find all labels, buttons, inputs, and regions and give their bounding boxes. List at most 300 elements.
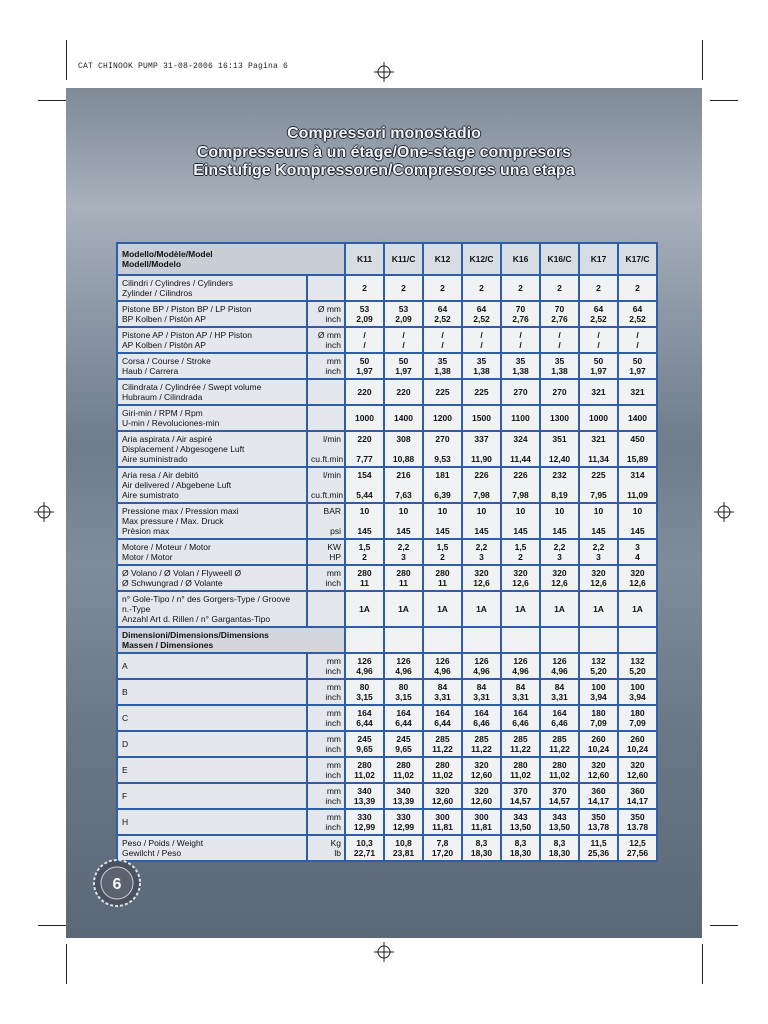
cell-line: 1400 [628,413,647,423]
table-header-row [117,243,657,275]
cell-line: Aria aspirata / Air aspiré [122,434,213,444]
cell-line: 1,5 [436,542,449,552]
value-cell [579,835,618,861]
cell-line: Dimensioni/Dimensions/Dimensions [122,630,269,640]
cell-line: 2 [362,552,367,562]
value-cell [540,503,579,539]
value-cell [579,301,618,327]
cell-line: 4,96 [434,666,451,676]
value-cell [579,731,618,757]
cell-line: 80 [359,682,370,692]
cell-line: 350 [630,812,645,822]
row-unit [307,731,345,757]
row-unit [307,757,345,783]
cell-line: 126 [357,656,372,666]
cell-line [502,444,539,454]
dimension-label [117,731,307,757]
cell-line: 84 [476,682,487,692]
value-cell [423,757,462,783]
value-cell [384,379,423,405]
cell-line: / [363,330,366,340]
value-cell [579,679,618,705]
registration-mark-icon [34,502,54,522]
cell-line [619,516,656,526]
value-cell [618,705,657,731]
value-cell [579,809,618,835]
value-cell [540,379,579,405]
cell-line [619,444,656,454]
cell-line: 10 [437,506,448,516]
cell-line: 64 [476,304,487,314]
cell-line: 6,44 [395,718,412,728]
value-cell [345,353,384,379]
cell-line: 300 [474,812,489,822]
cell-line: 11,22 [471,744,492,754]
table-row [117,405,657,431]
value-cell [462,353,501,379]
cell-line [311,382,341,392]
value-cell [345,705,384,731]
cell-line: 145 [591,526,606,536]
cell-line: psi [330,526,342,536]
cell-line: 64 [632,304,643,314]
cell-line: 343 [513,812,528,822]
cell-line: KW [327,542,342,552]
cell-line: AP Kolben / Pistòn AP [122,340,206,350]
cell-line: 145 [396,526,411,536]
cell-line: 10,24 [587,744,610,754]
cell-line: 8,3 [514,838,527,848]
cell-line: 285 [513,734,528,744]
value-cell [501,757,540,783]
cell-line: 320 [474,786,489,796]
cell-line: / [636,330,639,340]
cell-line: 64 [437,304,448,314]
cell-line: 11,02 [393,770,414,780]
value-cell [501,405,540,431]
cell-line: 80 [398,682,409,692]
dimension-label [117,653,307,679]
cell-line: 11 [399,578,409,588]
weight-row [117,835,657,861]
value-cell [384,731,423,757]
cell-line: 280 [435,760,450,770]
cell-line: 126 [435,656,450,666]
cell-line: Gewilcht / Peso [122,848,182,858]
cell-line: 1000 [589,413,608,423]
value-cell [345,539,384,565]
value-cell [423,731,462,757]
dimension-row [117,653,657,679]
value-cell [384,809,423,835]
cell-line [580,480,617,490]
dimension-label [117,705,307,731]
cell-line: 11,09 [627,490,648,500]
value-cell [423,591,462,627]
value-cell [462,705,501,731]
empty-cell [462,627,501,653]
cell-line: B [122,687,128,697]
cell-line: 300 [435,812,450,822]
cell-line: 245 [396,734,411,744]
row-label [117,835,307,861]
cell-line: 6,44 [356,718,373,728]
value-cell [423,503,462,539]
cell-line: Motor / Motor [122,552,173,562]
value-cell [579,467,618,503]
cell-line: 320 [591,568,606,578]
cell-line: 280 [552,760,567,770]
cell-line: D [122,739,129,749]
cell-line: 1,97 [629,366,646,376]
cell-line: 2 [479,283,484,293]
value-cell [501,565,540,591]
value-cell [384,275,423,301]
cell-line: / [441,330,444,340]
cell-line: 340 [396,786,411,796]
value-cell [618,731,657,757]
value-cell [540,405,579,431]
cell-line: 53 [359,304,370,314]
cell-line: 225 [591,470,606,480]
cell-line: / [519,330,522,340]
cell-line: 17,20 [431,848,454,858]
cell-line: 180 [591,708,606,718]
cell-line: 225 [435,387,450,397]
cell-line: 84 [515,682,526,692]
cell-line: 320 [630,568,645,578]
cell-line: inch [325,770,342,780]
value-cell [462,503,501,539]
header-label [117,243,345,275]
model-header: K16/C [540,243,579,275]
cell-line [346,516,383,526]
model-header: K11/C [384,243,423,275]
cell-line: 10 [476,506,487,516]
cell-line: 1,38 [473,366,490,376]
value-cell [462,301,501,327]
value-cell [384,503,423,539]
value-cell [423,431,462,467]
cell-line: mm [326,760,342,770]
cell-line: Giri-min / RPM / Rpm [122,408,203,418]
cell-line: 84 [554,682,565,692]
cell-line: inch [325,718,342,728]
cell-line: 12,99 [392,822,415,832]
cell-line: 12,60 [431,796,454,806]
value-cell [462,431,501,467]
value-cell [618,431,657,467]
cell-line: 35 [476,356,487,366]
page-number-badge [92,858,142,908]
row-unit [307,327,345,353]
cell-line [311,392,341,402]
value-cell [345,405,384,431]
cell-line: HP [329,552,342,562]
cell-line: 1000 [355,413,374,423]
value-cell [384,565,423,591]
cell-line: mm [326,356,342,366]
cell-line: 314 [630,470,645,480]
value-cell [618,591,657,627]
cell-line: 11,02 [432,770,453,780]
cell-line: 5,44 [356,490,373,500]
cell-line: 12,6 [629,578,646,588]
value-cell [501,539,540,565]
cell-line: 2,2 [592,542,605,552]
cell-line: 2 [401,283,406,293]
cell-line: Modello/Modèle/Model [122,249,213,259]
cell-line: 6,46 [512,718,529,728]
row-unit [307,431,345,467]
value-cell [462,653,501,679]
cell-line: 2 [596,283,601,293]
cell-line: 320 [591,760,606,770]
cell-line: 340 [357,786,372,796]
cell-line: 321 [591,434,606,444]
cell-line: 7,09 [629,718,646,728]
value-cell [462,467,501,503]
cell-line: 2,52 [590,314,607,324]
cell-line: 9,53 [434,454,451,464]
cell-line: E [122,765,128,775]
cell-line: 70 [554,304,565,314]
value-cell [384,405,423,431]
cell-line: 6,46 [473,718,490,728]
cell-line: 50 [593,356,604,366]
cell-line: mm [326,568,342,578]
cell-line: 14,17 [626,796,649,806]
row-label [117,405,307,431]
cell-line: 84 [437,682,448,692]
cell-line: 180 [630,708,645,718]
cell-line: 126 [474,656,489,666]
empty-cell [618,627,657,653]
cell-line: 6,39 [434,490,451,500]
model-header: K12/C [462,243,501,275]
row-unit [307,679,345,705]
value-cell [423,705,462,731]
value-cell [384,467,423,503]
cell-line: 2,2 [475,542,488,552]
cell-line [463,444,500,454]
value-cell [384,705,423,731]
cell-line: 10 [554,506,565,516]
value-cell [501,705,540,731]
cell-line: 260 [630,734,645,744]
value-cell [462,405,501,431]
title-line-3: Einstufige Kompressoren/Compresores una etapa [193,162,575,179]
cell-line: 350 [591,812,606,822]
cell-line: 18,30 [548,848,571,858]
value-cell [501,467,540,503]
value-cell [618,405,657,431]
cell-line [424,480,461,490]
cell-line: 2 [440,283,445,293]
cell-line: inch [325,692,342,702]
cell-line: / [480,340,483,350]
row-label [117,275,307,301]
value-cell [501,379,540,405]
value-cell [579,565,618,591]
value-cell [462,275,501,301]
cell-line: 1A [359,604,370,614]
cell-line: inch [325,366,342,376]
cell-line: 27,56 [626,848,649,858]
registration-mark-icon [374,942,394,962]
row-unit [307,565,345,591]
cell-line: 12,5 [629,838,646,848]
value-cell [345,431,384,467]
cell-line: 280 [396,568,411,578]
cell-line: 14,57 [509,796,532,806]
cell-line: Pistone AP / Piston AP / HP Piston [122,330,252,340]
row-unit [307,467,345,503]
cell-line: 285 [552,734,567,744]
cell-line: 1A [554,604,565,614]
value-cell [579,783,618,809]
value-cell [384,653,423,679]
value-cell [540,835,579,861]
page-number: 6 [112,876,122,893]
cell-line: 280 [513,760,528,770]
cell-line: 6,46 [551,718,568,728]
cell-line: 232 [552,470,567,480]
value-cell [618,301,657,327]
cell-line [311,408,341,418]
crop-mark [702,40,703,80]
cell-line: 12,40 [548,454,571,464]
value-cell [423,835,462,861]
cell-line: 2,2 [397,542,410,552]
cell-line: 12,6 [551,578,568,588]
cell-line: 13,39 [353,796,376,806]
cell-line: 145 [474,526,489,536]
cell-line: 3,31 [551,692,568,702]
cell-line: 8,19 [551,490,568,500]
value-cell [540,679,579,705]
value-cell [462,731,501,757]
table-row [117,539,657,565]
value-cell [618,757,657,783]
value-cell [384,431,423,467]
row-label [117,353,307,379]
cell-line: l/min [323,470,342,480]
cell-line: inch [325,744,342,754]
cell-line: cu.ft.min [311,454,344,464]
value-cell [345,679,384,705]
value-cell [462,757,501,783]
cell-line: 220 [396,387,411,397]
value-cell [501,301,540,327]
cell-line [311,609,341,619]
cell-line: 12,60 [626,770,649,780]
cell-line: 7,95 [590,490,607,500]
value-cell [345,565,384,591]
cell-line: A [122,661,128,671]
cell-line: 11,81 [471,822,492,832]
cell-line: mm [326,786,342,796]
model-header: K12 [423,243,462,275]
cell-line: 100 [630,682,645,692]
cell-line: 1300 [550,413,569,423]
cell-line: Aria resa / Air debitó [122,470,199,480]
row-label [117,379,307,405]
cell-line: 320 [474,568,489,578]
dimension-row [117,783,657,809]
table-row [117,327,657,353]
value-cell [501,809,540,835]
cell-line: 13,78 [587,822,610,832]
value-cell [618,679,657,705]
value-cell [618,467,657,503]
cell-line: 4,96 [395,666,412,676]
cell-line: 2,52 [473,314,490,324]
cell-line: mm [326,812,342,822]
table-row [117,565,657,591]
value-cell [345,835,384,861]
cell-line: mm [326,708,342,718]
cell-line [346,480,383,490]
cell-line: 4,96 [473,666,490,676]
cell-line: 320 [552,568,567,578]
cell-line: 10,88 [392,454,415,464]
cell-line [385,444,422,454]
cell-line: Displacement / Abgesogene Luft [122,444,245,454]
cell-line: 7,63 [395,490,412,500]
cell-line [346,444,383,454]
cell-line: / [558,340,561,350]
cell-line: H [122,817,129,827]
cell-line [311,278,341,288]
value-cell [579,327,618,353]
cell-line: Prèsion max [122,526,170,536]
cell-line [311,418,341,428]
cell-line: 35 [554,356,565,366]
cell-line: 270 [552,387,567,397]
value-cell [384,353,423,379]
cell-line: 216 [396,470,411,480]
cell-line: 220 [357,387,372,397]
value-cell [579,653,618,679]
cell-line: 2 [440,552,445,562]
cell-line: mm [326,734,342,744]
value-cell [384,757,423,783]
cell-line: 1100 [511,413,530,423]
cell-line: Peso / Poids / Weight [122,838,204,848]
cell-line: 132 [630,656,645,666]
value-cell [501,591,540,627]
cell-line: 145 [435,526,450,536]
value-cell [501,353,540,379]
value-cell [540,565,579,591]
value-cell [423,379,462,405]
cell-line: 1A [398,604,409,614]
cell-line: U-min / Revoluciones-min [122,418,220,428]
row-label [117,503,307,539]
cell-line: 1A [593,604,604,614]
cell-line: 53 [398,304,409,314]
dimension-row [117,731,657,757]
value-cell [423,467,462,503]
value-cell [501,503,540,539]
cell-line: 3,94 [590,692,607,702]
cell-line: 2,52 [434,314,451,324]
empty-cell [501,627,540,653]
value-cell [501,327,540,353]
cell-line: 225 [474,387,489,397]
cell-line [385,480,422,490]
